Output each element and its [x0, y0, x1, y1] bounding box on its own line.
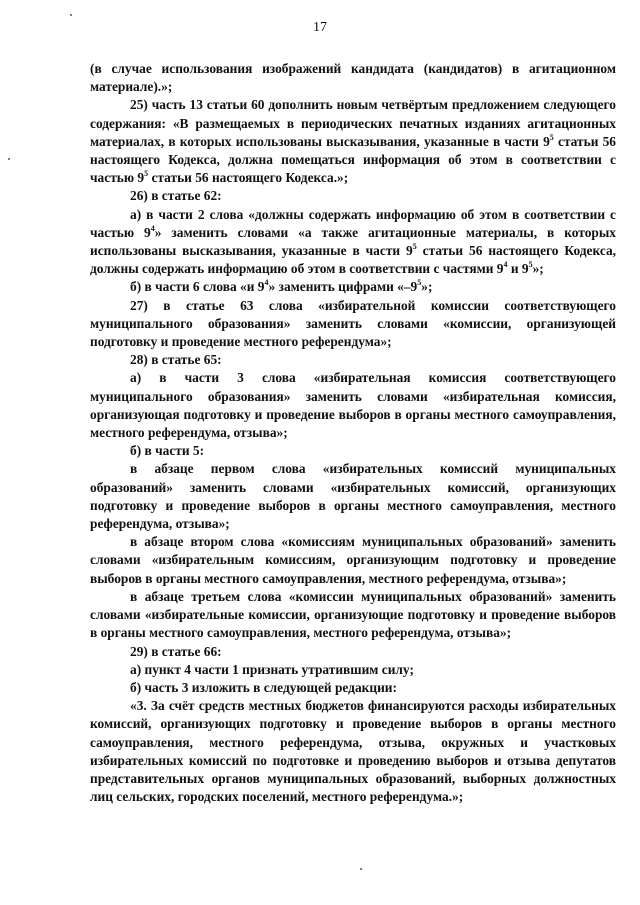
paragraph-item-28: 28) в статье 65:: [130, 352, 222, 368]
scan-speck: [8, 158, 10, 160]
paragraph-item-29b: б) часть 3 изложить в следующей редакции:: [130, 679, 397, 695]
scan-speck: [360, 868, 362, 870]
paragraph-item-26a: а) в части 2 слова «должны содержать информацию об этом в соответствии с частью $9^4$» заменить словами «а также агитационные материалы, в которых использованы высказывания, указанные в части $9^5$ статьи 56 настоящего Кодекса, должны содержать информацию об этом в соответствии с частями $9^4$ и $9^5$»;: [90, 206, 617, 277]
paragraph-item-27: 27) в статье 63 слова «избирательной комиссии соответствующего муниципального образования» заменить словами «комиссии, организующей подготовку и проведение местного референдума»;: [90, 297, 616, 350]
paragraph-item-29: 29) в статье 66:: [130, 643, 222, 659]
paragraph-item-26: 26) в статье 62:: [130, 188, 222, 204]
paragraph-item-28b: б) в части 5:: [130, 443, 205, 459]
paragraph-continuation: (в случае использования изображений кандидата (кандидатов) в агитационном материале).»;: [90, 61, 616, 95]
paragraph-item-28a: а) в части 3 слова «избирательная комиссия соответствующего муниципального образования» заменить словами «избирательная комиссия, организующая подготовку и проведение выборов в органы местного самоуправления, местного референдума, отзыва»;: [90, 370, 616, 441]
paragraph-abzac-2: в абзаце втором слова «комиссиям муниципальных образований» заменить словами «избирательным комиссиям, организующим подготовку и проведение выборов в органы местного самоуправления, местного референдума, отзыва»;: [90, 534, 616, 586]
paragraph-item-25: 25) часть 13 статьи 60 дополнить новым четвёртым предложением следующего содержания: «В размещаемых в периодических печатных изданиях агитационных материалах, в которых использованы высказывания, указанные в части $9^5$ статьи 56 настоящего Кодекса, должна помещаться информация об этом в соответствии с частью $9^5$ статьи 56 настоящего Кодекса.»;: [90, 97, 616, 186]
paragraph-item-29a: а) пункт 4 части 1 признать утратившим силу;: [130, 661, 414, 677]
paragraph-item-26b: б) в части 6 слова «и $9^4$» заменить цифрами «$-9^5$»;: [130, 278, 433, 295]
paragraph-abzac-1: в абзаце первом слова «избирательных комиссий муниципальных образований» заменить словами «избирательных комиссий, организующих подготовку и проведение выборов в органы местного самоуправления, местного референдума, отзыва»;: [90, 461, 616, 532]
paragraph-quoted-part-3: «3. За счёт средств местных бюджетов финансируются расходы избирательных комиссий, организующих подготовку и проведение выборов в органы местного самоуправления, местного референдума, отзыва, окружных и участковых избирательных комиссий по подготовке и проведению выборов и отзыва депутатов представительных органов муниципальных образований, выборных должностных лиц сельских, городских поселений, местного референдума.»;: [90, 698, 616, 805]
document-body: [90, 60, 616, 806]
page-number: 17: [313, 20, 327, 35]
scan-speck: [70, 14, 72, 16]
paragraph-abzac-3: в абзаце третьем слова «комиссии муниципальных образований» заменить словами «избирательные комиссии, организующие подготовку и проведение выборов в органы местного самоуправления, местного референдума, отзыва»;: [90, 588, 616, 641]
